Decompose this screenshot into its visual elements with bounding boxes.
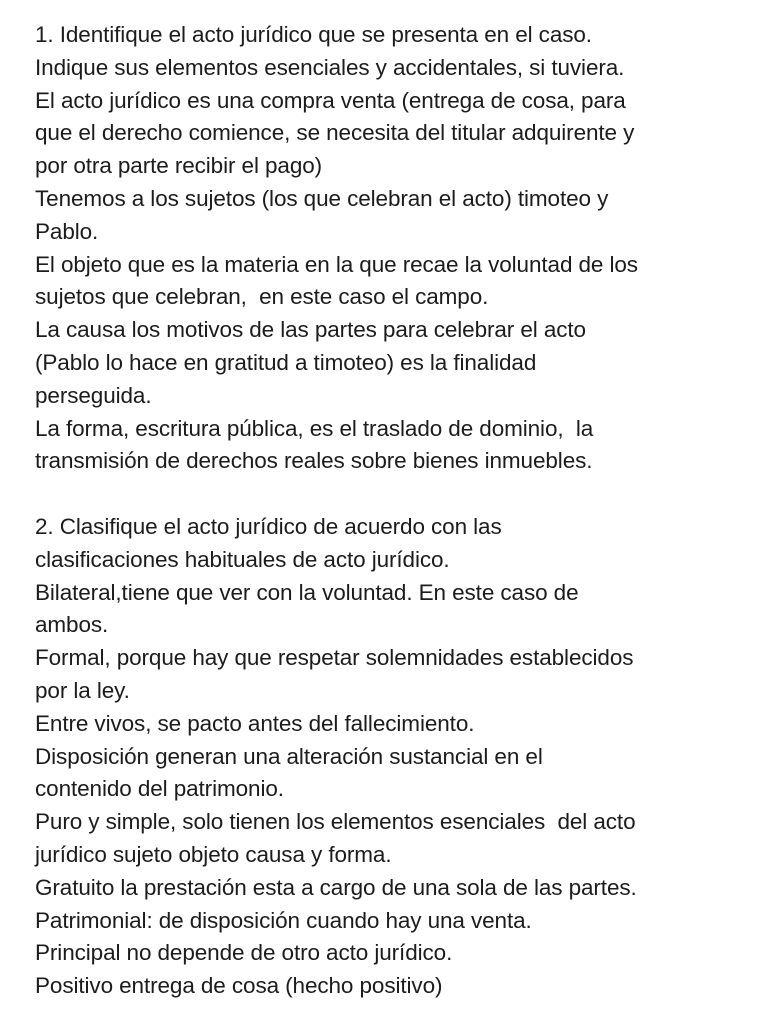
text-line: Pablo. bbox=[35, 218, 99, 244]
text-line: clasificaciones habituales de acto jurídico. bbox=[35, 546, 450, 572]
text-line: (Pablo lo hace en gratitud a timoteo) es la finalidad bbox=[35, 349, 537, 375]
text-line: Formal, porque hay que respetar solemnidades establecidos bbox=[35, 645, 634, 671]
text-line: Positivo entrega de cosa (hecho positivo) bbox=[35, 973, 443, 999]
text-line: El acto jurídico es una compra venta (entrega de cosa, para bbox=[35, 87, 626, 113]
text-line: transmisión de derechos reales sobre bienes inmuebles. bbox=[35, 448, 593, 474]
text-line: sujetos que celebran, en este caso el campo. bbox=[35, 284, 489, 310]
text-line: Gratuito la prestación esta a cargo de una sola de las partes. bbox=[35, 874, 637, 900]
text-line: contenido del patrimonio. bbox=[35, 776, 284, 802]
text-line: Principal no depende de otro acto jurídico. bbox=[35, 940, 453, 966]
section-2 bbox=[35, 511, 748, 1003]
text-line: por otra parte recibir el pago) bbox=[35, 153, 323, 179]
text-line: 1. Identifique el acto jurídico que se presenta en el caso. bbox=[35, 22, 592, 47]
paragraph-gap bbox=[35, 478, 748, 511]
text-line: perseguida. bbox=[35, 382, 152, 408]
text-line: por la ley. bbox=[35, 677, 130, 703]
text-line: Entre vivos, se pacto antes del fallecimiento. bbox=[35, 710, 475, 736]
section-1 bbox=[35, 19, 748, 478]
text-line: Bilateral,tiene que ver con la voluntad. En este caso de bbox=[35, 579, 579, 605]
text-line: Puro y simple, solo tienen los elementos esenciales del acto bbox=[35, 809, 636, 835]
text-line: Indique sus elementos esenciales y accidentales, si tuviera. bbox=[35, 54, 625, 80]
text-line: La causa los motivos de las partes para celebrar el acto bbox=[35, 317, 586, 343]
text-line: Tenemos a los sujetos (los que celebran el acto) timoteo y bbox=[35, 185, 609, 211]
text-line: Disposición generan una alteración sustancial en el bbox=[35, 743, 543, 769]
text-line: El objeto que es la materia en la que recae la voluntad de los bbox=[35, 251, 638, 277]
text-line: jurídico sujeto objeto causa y forma. bbox=[35, 841, 392, 867]
text-line: Patrimonial: de disposición cuando hay una venta. bbox=[35, 907, 532, 933]
text-line: que el derecho comience, se necesita del titular adquirente y bbox=[35, 120, 635, 146]
text-line: ambos. bbox=[35, 612, 109, 638]
text-line: 2. Clasifique el acto jurídico de acuerdo con las bbox=[35, 513, 502, 539]
text-line: La forma, escritura pública, es el traslado de dominio, la bbox=[35, 415, 594, 441]
